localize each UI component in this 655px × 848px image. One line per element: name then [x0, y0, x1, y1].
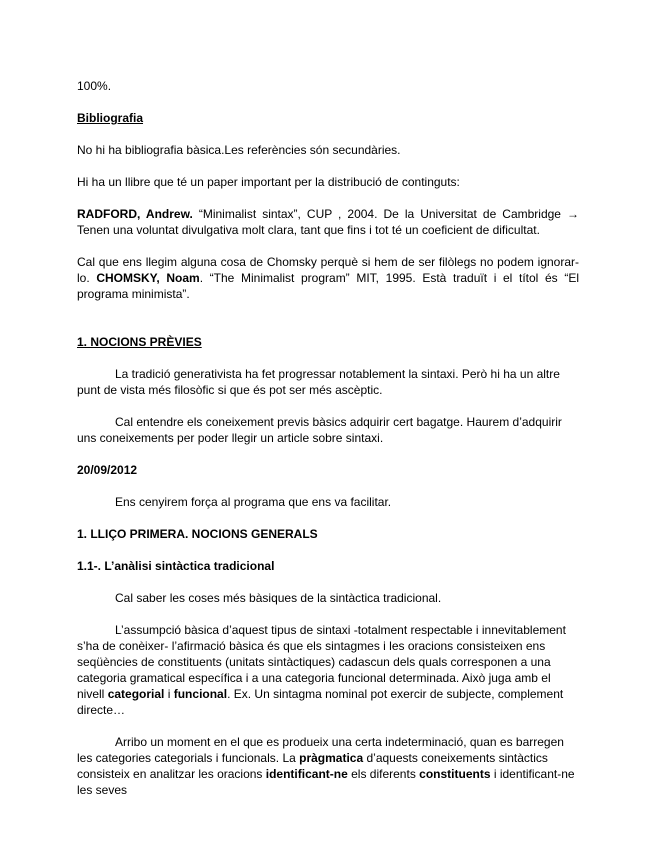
lesson-paragraph-1: Cal saber les coses més bàsiques de la sintàctica tradicional. — [115, 591, 442, 605]
term-funcional: funcional — [173, 687, 228, 701]
nocions-paragraph-1: La tradició generativista ha fet progressar notablement la sintaxi. Però hi ha un altre punt de vista més filosòfic si que és pot ser més ascèptic. — [77, 367, 560, 397]
radford-reference — [77, 206, 579, 238]
term-identificant-ne: identificant-ne — [265, 767, 348, 781]
date-paragraph: Ens cenyirem força al programa que ens va facilitar. — [115, 495, 392, 509]
lesson-p2-text-3: . Ex. Un sintagma nominal pot exercir de subjecte, complement directe… — [77, 687, 564, 717]
book-intro: Hi ha un llibre que té un paper important per la distribució de continguts: — [77, 175, 460, 189]
lesson-p3-text-2: d’aquests coneixements sintàctics consisteix en analitzar les oracions — [77, 751, 548, 781]
lesson-p3-text-1: Arribo un moment en el que es produeix una certa indeterminació, quan es barregen les categories categorials i funcionals. La — [77, 735, 564, 765]
lesson-p3-text-3: els diferents — [347, 767, 420, 781]
bibliography-intro: No hi ha bibliografia bàsica.Les referències són secundàries. — [77, 143, 401, 157]
lesson-heading: 1. LLIÇO PRIMERA. NOCIONS GENERALS — [77, 527, 318, 541]
chomsky-reference — [77, 254, 579, 302]
term-constituents: constituents — [419, 767, 491, 781]
term-pragmatica: pràgmatica — [299, 751, 364, 765]
nocions-paragraph-2: Cal entendre els coneixement previs bàsics adquirir cert bagatge. Haurem d’adquirir uns coneixements per poder llegir un article sobre sintaxi. — [77, 415, 562, 445]
radford-author: RADFORD, Andrew. — [77, 207, 193, 221]
lesson-paragraph-3 — [77, 734, 579, 798]
lesson-paragraph-2 — [77, 622, 579, 718]
lesson-subheading: 1.1-. L’anàlisi sintàctica tradicional — [77, 559, 275, 573]
section-heading-nocions-previes: 1. NOCIONS PRÈVIES — [77, 335, 202, 349]
date-heading: 20/09/2012 — [77, 463, 138, 477]
chomsky-text: . “The Minimalist program” MIT, 1995. Està traduït i el títol és “El programa minimista”. — [77, 271, 580, 301]
top-fragment: 100%. — [77, 79, 112, 93]
lesson-p3-text-4: i identificant-ne les seves — [77, 767, 575, 797]
lesson-p2-text-1: L’assumpció bàsica d’aquest tipus de sintaxi -totalment respectable i innevitablement s’ha de conèixer- l’afirmació bàsica és que els sintagmes i les oracions consisteixen ens seqüències de constituents (unitats sintàctiques) cadascun dels quals corresponen a una categoria gramatical específica i a una categoria funcional determinada. Això juga amb el nivell — [77, 623, 566, 701]
lesson-p2-text-2: i — [164, 687, 174, 701]
term-categorial: categorial — [107, 687, 165, 701]
document-page — [77, 78, 579, 798]
chomsky-lead: Cal que ens llegim alguna cosa de Chomsky perquè si hem de ser filòlegs no podem ignorar-lo. — [77, 255, 579, 285]
radford-text: “Minimalist sintax”, CUP , 2004. De la Universitat de Cambridge → Tenen una voluntat divulgativa molt clara, tant que fins i tot té un coeficient de dificultat. — [77, 207, 580, 237]
chomsky-author: CHOMSKY, Noam — [96, 271, 200, 285]
bibliography-heading: Bibliografia — [77, 111, 144, 125]
